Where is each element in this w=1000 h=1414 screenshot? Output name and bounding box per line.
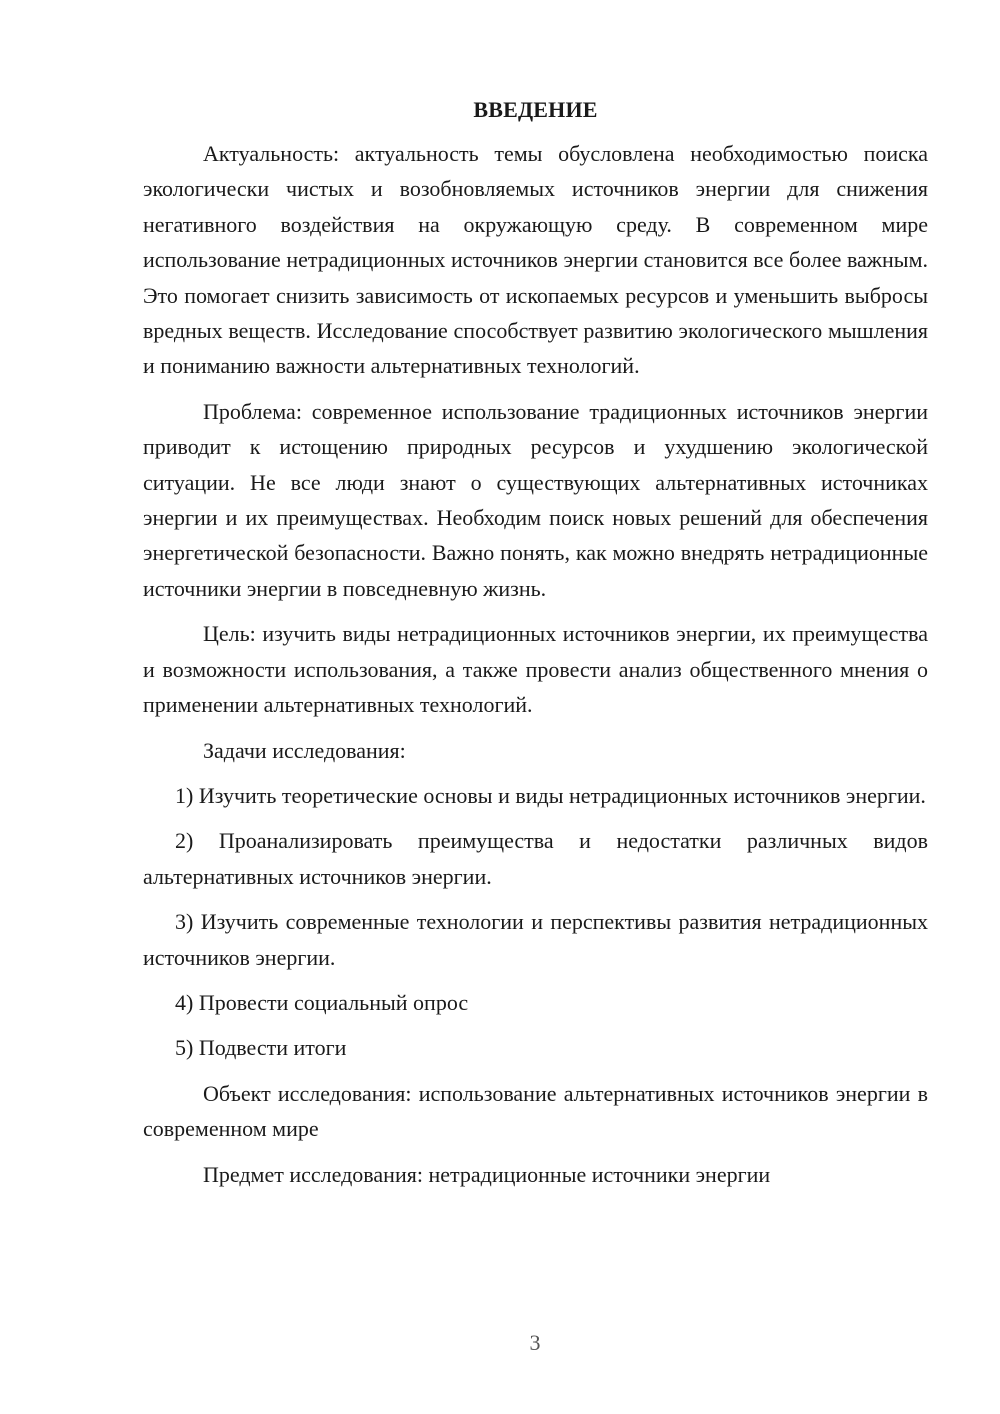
task-item-4: 4) Провести социальный опрос xyxy=(175,989,469,1015)
goal-paragraph: Цель: изучить виды нетрадиционных источников энергии, их преимущества и возможности использования, а также провести анализ общественного мнения о применении альтернативных технологий. xyxy=(143,621,928,718)
task-item-2: 2) Проанализировать преимущества и недостатки различных видов альтернативных источников энергии. xyxy=(143,828,928,889)
relevance-paragraph: Актуальность: актуальность темы обусловлена необходимостью поиска экологически чистых и возобновляемых источников энергии для снижения негативного воздействия на окружающую среду. В современном мире использование нетрадиционных источников энергии становится все более важным. Это помогает снизить зависимость от ископаемых ресурсов и уменьшить выбросы вредных веществ. Исследование способствует развитию экологического мышления и пониманию важности альтернативных технологий. xyxy=(143,141,928,379)
task-item-5: 5) Подвести итоги xyxy=(175,1035,347,1061)
task-item-3: 3) Изучить современные технологии и перспективы развития нетрадиционных источников энергии. xyxy=(143,909,928,970)
subject-paragraph: Предмет исследования: нетрадиционные источники энергии xyxy=(203,1161,771,1187)
page-content xyxy=(143,92,928,1202)
tasks-heading: Задачи исследования: xyxy=(203,737,406,763)
problem-paragraph: Проблема: современное использование традиционных источников энергии приводит к истощению природных ресурсов и ухудшению экологической ситуации. Не все люди знают о существующих альтернативных источниках энергии и их преимуществах. Необходим поиск новых решений для обеспечения энергетической безопасности. Важно понять, как можно внедрять нетрадиционные источники энергии в повседневную жизнь. xyxy=(143,398,928,601)
task-item-1: 1) Изучить теоретические основы и виды нетрадиционных источников энергии. xyxy=(175,782,926,808)
object-paragraph: Объект исследования: использование альтернативных источников энергии в современном мире xyxy=(143,1080,928,1142)
page-title: ВВЕДЕНИЕ xyxy=(473,97,598,122)
page-number: 3 xyxy=(529,1330,541,1355)
